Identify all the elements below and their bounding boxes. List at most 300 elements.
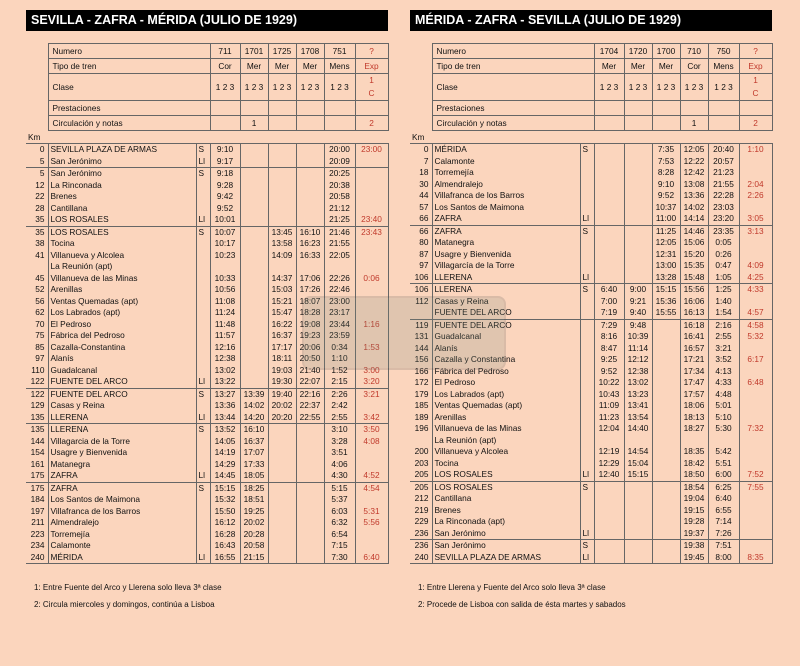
table-row (410, 190, 772, 202)
time-cell: 14:29 (210, 459, 240, 471)
table-row (26, 552, 388, 564)
time-cell (296, 214, 324, 226)
header-cell (240, 101, 268, 116)
time-cell (652, 516, 680, 528)
time-cell: 18:25 (240, 482, 268, 494)
time-cell (624, 190, 652, 202)
time-cell (652, 343, 680, 355)
header-row (410, 59, 772, 74)
time-cell: 19:30 (268, 376, 296, 388)
arrival-departure-flag (580, 202, 594, 214)
time-cell: 1:10 (324, 353, 355, 365)
header-cell (624, 101, 652, 116)
table-row (410, 481, 772, 493)
time-cell: 11:08 (210, 296, 240, 308)
station-name: Matanegra (48, 459, 196, 471)
time-cell (240, 284, 268, 296)
time-cell: 19:08 (296, 319, 324, 331)
time-cell: 7:15 (324, 540, 355, 552)
time-cell (594, 528, 624, 540)
arrival-departure-flag (196, 296, 210, 308)
header-cell (594, 101, 624, 116)
time-cell (296, 180, 324, 192)
station-name: MÉRIDA (48, 552, 196, 564)
time-cell: 15:20 (680, 249, 708, 261)
time-cell: 16:18 (680, 319, 708, 331)
time-cell: 18:11 (268, 353, 296, 365)
time-cell: 23:44 (324, 319, 355, 331)
time-cell (739, 167, 772, 179)
station-name: Los Santos de Maimona (48, 494, 196, 506)
time-cell: 1:54 (708, 307, 739, 319)
station-name: Villagarcía de la Torre (432, 260, 580, 272)
station-name: Ventas Quemadas (apt) (48, 296, 196, 308)
km-value: 28 (26, 203, 48, 215)
time-cell: 4:33 (708, 377, 739, 389)
arrival-departure-flag: S (580, 481, 594, 493)
table-row (410, 156, 772, 168)
time-cell: 12:42 (680, 167, 708, 179)
time-cell: 5:56 (355, 517, 388, 529)
arrival-departure-flag: S (196, 424, 210, 436)
table-row (26, 214, 388, 226)
arrival-departure-flag: Ll (196, 376, 210, 388)
time-cell: 13:36 (680, 190, 708, 202)
table-row (26, 494, 388, 506)
table-row (26, 180, 388, 192)
time-cell (739, 458, 772, 470)
km-value: 212 (410, 493, 432, 505)
time-cell (268, 424, 296, 436)
time-cell: 19:45 (680, 552, 708, 564)
arrival-departure-flag (580, 167, 594, 179)
time-cell: 14:20 (240, 412, 268, 424)
km-value: 106 (410, 284, 432, 296)
station-name: Cantillana (432, 493, 580, 505)
station-name: Villagarcia de la Torre (48, 436, 196, 448)
time-cell: 20:06 (296, 342, 324, 354)
station-name: Villanueva y Alcolea (432, 446, 580, 458)
time-cell: 21:12 (324, 203, 355, 215)
time-cell: 8:28 (652, 167, 680, 179)
header-cell (268, 116, 296, 131)
table-row (26, 156, 388, 168)
time-cell: 13:28 (652, 272, 680, 284)
time-cell (624, 167, 652, 179)
time-cell: 3:21 (355, 388, 388, 400)
time-cell: 14:05 (210, 436, 240, 448)
station-name: ZAFRA (432, 225, 580, 237)
time-cell: 1:16 (355, 319, 388, 331)
time-cell (739, 540, 772, 552)
table-row (26, 482, 388, 494)
time-cell: 18:50 (680, 469, 708, 481)
header-cell: 1 2 3 (680, 74, 708, 101)
table-row (410, 167, 772, 179)
time-cell: 7:19 (594, 307, 624, 319)
station-name: Los Labrados (apt) (48, 307, 196, 319)
arrival-departure-flag (580, 493, 594, 505)
table-row (410, 144, 772, 156)
time-cell (652, 493, 680, 505)
time-cell: 16:55 (210, 552, 240, 564)
time-cell: 13:23 (624, 389, 652, 401)
km-value: 196 (410, 423, 432, 435)
time-cell: 9:18 (210, 168, 240, 180)
km-value: 30 (410, 179, 432, 191)
arrival-departure-flag (196, 400, 210, 412)
time-cell: 19:03 (268, 365, 296, 377)
time-cell: 18:07 (296, 296, 324, 308)
table-row (410, 469, 772, 481)
time-cell (739, 366, 772, 378)
time-cell (652, 354, 680, 366)
km-value: 5 (26, 156, 48, 168)
station-name: ZAFRA (432, 213, 580, 225)
km-value: 219 (410, 505, 432, 517)
arrival-departure-flag (196, 180, 210, 192)
time-cell: 6:54 (324, 529, 355, 541)
time-cell: 2:55 (324, 412, 355, 424)
footnote: 2: Procede de Lisboa con salida de ésta martes y sabados (418, 600, 626, 609)
time-cell: 13:22 (210, 376, 240, 388)
table-row (26, 250, 388, 262)
arrival-departure-flag: Ll (196, 156, 210, 168)
header-cell (324, 101, 355, 116)
time-cell: 7:30 (324, 552, 355, 564)
time-cell: 9:40 (624, 307, 652, 319)
time-cell: 2:42 (324, 400, 355, 412)
time-cell: 21:40 (296, 365, 324, 377)
km-label: Km (412, 132, 425, 142)
station-name: El Pedroso (48, 319, 196, 331)
time-cell: 14:45 (210, 470, 240, 482)
header-cell: Cor (210, 59, 240, 74)
km-value: 0 (26, 144, 48, 156)
arrival-departure-flag (196, 459, 210, 471)
time-cell: 15:55 (652, 307, 680, 319)
arrival-departure-flag (580, 412, 594, 424)
time-cell: 4:54 (355, 482, 388, 494)
header-row (410, 116, 772, 131)
arrival-departure-flag (580, 319, 594, 331)
time-cell: 15:36 (652, 296, 680, 308)
header-cell (594, 116, 624, 131)
time-cell (296, 459, 324, 471)
header-cell: 1 C (739, 74, 772, 101)
train-header-table (26, 43, 389, 131)
time-cell: 7:26 (708, 528, 739, 540)
km-value: 97 (26, 353, 48, 365)
time-cell: 1:10 (739, 144, 772, 156)
time-cell: 1:52 (324, 365, 355, 377)
time-cell: 20:00 (324, 144, 355, 156)
time-cell: 7:32 (739, 423, 772, 435)
time-cell: 14:46 (680, 225, 708, 237)
time-cell (355, 447, 388, 459)
station-name: Los Santos de Maimona (432, 202, 580, 214)
time-cell: 19:40 (268, 388, 296, 400)
time-cell: 2:55 (708, 331, 739, 343)
time-cell (624, 156, 652, 168)
time-cell: 15:04 (624, 458, 652, 470)
time-cell: 7:14 (708, 516, 739, 528)
time-cell: 6:25 (708, 481, 739, 493)
km-value: 122 (26, 388, 48, 400)
station-name: San Jerónimo (48, 168, 196, 180)
time-cell: 18:13 (680, 412, 708, 424)
time-cell: 4:13 (708, 366, 739, 378)
time-cell: 13:54 (624, 412, 652, 424)
time-cell: 5:31 (355, 506, 388, 518)
time-cell: 4:58 (739, 319, 772, 331)
km-value: 62 (26, 307, 48, 319)
arrival-departure-flag (580, 400, 594, 412)
time-cell: 13:00 (652, 260, 680, 272)
header-cell (624, 116, 652, 131)
time-cell: 20:57 (708, 156, 739, 168)
arrival-departure-flag (196, 250, 210, 262)
time-cell: 13:52 (210, 424, 240, 436)
time-cell: 15:35 (680, 260, 708, 272)
station-name: Arenillas (432, 412, 580, 424)
km-label: Km (28, 132, 41, 142)
time-cell: 4:57 (739, 307, 772, 319)
table-row (410, 237, 772, 249)
station-name: FUENTE DEL ARCO (48, 388, 196, 400)
time-cell: 18:28 (296, 307, 324, 319)
time-cell: 6:03 (324, 506, 355, 518)
km-value: 144 (410, 343, 432, 355)
time-cell (624, 260, 652, 272)
km-value: 112 (410, 296, 432, 308)
header-cell: 1 2 3 (708, 74, 739, 101)
station-name: Matanegra (432, 237, 580, 249)
time-cell (624, 481, 652, 493)
station-name: Cazalla-Constantina (48, 342, 196, 354)
time-cell: 1:40 (708, 296, 739, 308)
time-cell (739, 237, 772, 249)
header-cell: 1 2 3 (268, 74, 296, 101)
header-cell: Mens (708, 59, 739, 74)
arrival-departure-flag (580, 331, 594, 343)
time-cell: 23:00 (355, 144, 388, 156)
time-cell: 15:15 (652, 284, 680, 296)
table-row (26, 144, 388, 156)
time-cell: 7:53 (652, 156, 680, 168)
time-cell: 23:00 (324, 296, 355, 308)
time-cell: 14:37 (268, 273, 296, 285)
time-cell (739, 435, 772, 447)
time-cell (652, 446, 680, 458)
time-cell: 3:13 (739, 225, 772, 237)
time-cell (624, 225, 652, 237)
table-row (26, 540, 388, 552)
time-cell (268, 529, 296, 541)
km-value: 131 (410, 331, 432, 343)
km-value: 0 (410, 144, 432, 156)
header-label: Tipo de tren (48, 59, 210, 74)
station-name: LLERENA (48, 424, 196, 436)
station-name: Torremejía (432, 167, 580, 179)
table-row (410, 423, 772, 435)
time-cell: 22:26 (324, 273, 355, 285)
header-cell (680, 101, 708, 116)
arrival-departure-flag (580, 435, 594, 447)
time-cell (355, 180, 388, 192)
header-label: Clase (48, 74, 210, 101)
station-name: LOS ROSALES (432, 481, 580, 493)
time-cell: 14:09 (268, 250, 296, 262)
km-value: 184 (26, 494, 48, 506)
km-value: 97 (410, 260, 432, 272)
time-cell: 15:03 (268, 284, 296, 296)
time-cell: 18:06 (680, 400, 708, 412)
time-cell: 9:10 (652, 179, 680, 191)
time-cell (739, 505, 772, 517)
station-name: Villanueva y Alcolea (48, 250, 196, 262)
table-row (410, 505, 772, 517)
km-value: 129 (26, 400, 48, 412)
time-cell: 16:41 (680, 331, 708, 343)
time-cell: 17:21 (680, 354, 708, 366)
time-cell (624, 179, 652, 191)
table-row (26, 284, 388, 296)
km-value: 223 (26, 529, 48, 541)
km-value: 66 (410, 225, 432, 237)
table-row (410, 202, 772, 214)
km-value: 122 (26, 376, 48, 388)
header-row (410, 101, 772, 116)
time-cell: 20:40 (708, 144, 739, 156)
time-cell (240, 214, 268, 226)
table-row (26, 412, 388, 424)
time-cell (268, 168, 296, 180)
header-cell: 1720 (624, 44, 652, 59)
time-cell: 5:30 (708, 423, 739, 435)
time-cell: 1:25 (708, 284, 739, 296)
header-cell: 1 2 3 (652, 74, 680, 101)
time-cell: 19:23 (296, 330, 324, 342)
time-cell: 12:29 (594, 458, 624, 470)
time-cell: 20:50 (296, 353, 324, 365)
station-name: LLERENA (432, 272, 580, 284)
time-cell (624, 493, 652, 505)
time-cell (240, 319, 268, 331)
time-cell (355, 529, 388, 541)
arrival-departure-flag (196, 191, 210, 203)
time-cell: 10:01 (210, 214, 240, 226)
km-value: 41 (26, 250, 48, 262)
arrival-departure-flag (196, 517, 210, 529)
station-name: LOS ROSALES (432, 469, 580, 481)
time-cell: 15:06 (680, 237, 708, 249)
time-cell (594, 179, 624, 191)
station-name: Tocina (432, 458, 580, 470)
time-cell (594, 190, 624, 202)
time-cell: 0:26 (708, 249, 739, 261)
km-value: 189 (410, 412, 432, 424)
time-cell (624, 202, 652, 214)
time-cell: 22:28 (708, 190, 739, 202)
time-cell: 20:02 (268, 400, 296, 412)
time-cell (594, 540, 624, 552)
arrival-departure-flag (580, 366, 594, 378)
time-cell: 3:00 (355, 365, 388, 377)
arrival-departure-flag (196, 506, 210, 518)
arrival-departure-flag (196, 330, 210, 342)
time-cell: 12:05 (680, 144, 708, 156)
time-cell: 12:38 (210, 353, 240, 365)
time-cell (594, 213, 624, 225)
km-value: 38 (26, 238, 48, 250)
time-cell: 9:21 (624, 296, 652, 308)
time-cell (652, 412, 680, 424)
table-row (410, 412, 772, 424)
header-cell: 1725 (268, 44, 296, 59)
header-cell: 1 2 3 (296, 74, 324, 101)
station-name: MÉRIDA (432, 144, 580, 156)
station-name: La Reunión (apt) (432, 435, 580, 447)
time-cell (652, 458, 680, 470)
time-cell: 0:47 (708, 260, 739, 272)
time-cell: 5:10 (708, 412, 739, 424)
time-cell: 7:52 (739, 469, 772, 481)
time-cell: 3:28 (324, 436, 355, 448)
header-cell (652, 101, 680, 116)
time-cell (355, 284, 388, 296)
time-cell: 14:14 (680, 213, 708, 225)
header-row (26, 74, 388, 101)
header-cell (708, 116, 739, 131)
arrival-departure-flag (196, 284, 210, 296)
time-cell (594, 516, 624, 528)
time-cell: 9:48 (624, 319, 652, 331)
km-value: 52 (26, 284, 48, 296)
time-cell: 16:33 (296, 250, 324, 262)
time-cell: 16:37 (268, 330, 296, 342)
arrival-departure-flag (580, 190, 594, 202)
table-row (410, 540, 772, 552)
table-row (410, 389, 772, 401)
time-cell: 10:17 (210, 238, 240, 250)
time-cell (240, 330, 268, 342)
time-cell: 2:15 (324, 376, 355, 388)
header-cell: 1700 (652, 44, 680, 59)
time-cell: 20:38 (324, 180, 355, 192)
time-cell: 17:07 (240, 447, 268, 459)
time-cell: 10:39 (624, 331, 652, 343)
header-cell: Mer (624, 59, 652, 74)
km-value: 229 (410, 516, 432, 528)
time-cell: 4:33 (739, 284, 772, 296)
time-cell: 9:00 (624, 284, 652, 296)
time-cell (652, 377, 680, 389)
station-name: LLERENA (432, 284, 580, 296)
time-cell (296, 424, 324, 436)
time-cell: 12:22 (680, 156, 708, 168)
time-cell (210, 261, 240, 273)
time-cell (240, 144, 268, 156)
time-cell (594, 144, 624, 156)
station-name: Guadalcanal (48, 365, 196, 377)
header-cell: 710 (680, 44, 708, 59)
time-cell (355, 540, 388, 552)
time-cell: 23:59 (324, 330, 355, 342)
time-cell: 7:51 (708, 540, 739, 552)
footnotes (410, 579, 772, 613)
station-name: LLERENA (48, 412, 196, 424)
